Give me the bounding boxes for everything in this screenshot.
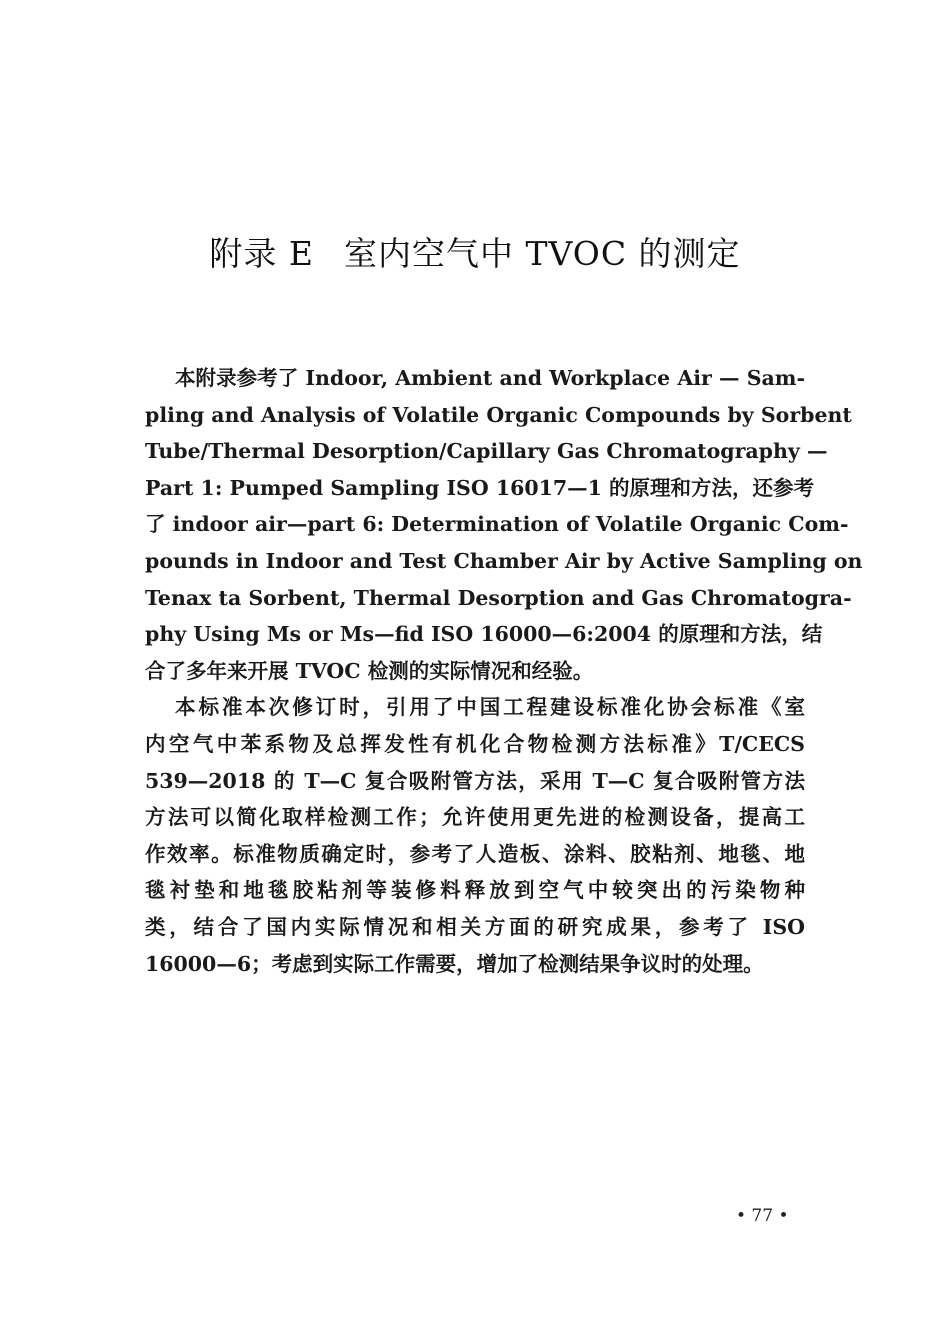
text-line: 了 indoor air—part 6: Determination of Volatile Organic Com-: [145, 512, 849, 537]
text-line: 16000—6；考虑到实际工作需要，增加了检测结果争议时的处理。: [145, 951, 764, 976]
text-line: 类，结合了国内实际情况和相关方面的研究成果，参考了 ISO: [145, 914, 805, 939]
text-line: 合了多年来开展 TVOC 检测的实际情况和经验。: [145, 658, 594, 683]
page-number: • 77 •: [736, 1206, 789, 1226]
text-line: 作效率。标准物质确定时，参考了人造板、涂料、胶粘剂、地毯、地: [145, 841, 805, 866]
text-line: Part 1: Pumped Sampling ISO 16017—1 的原理和方法，还参考: [145, 475, 815, 500]
appendix-label: 附录 E: [209, 234, 315, 273]
text-line: 内空气中苯系物及总挥发性有机化合物检测方法标准》T/CECS: [145, 731, 805, 756]
appendix-heading: 室内空气中 TVOC 的测定: [344, 234, 741, 273]
body-text: [145, 360, 863, 982]
text-line: pounds in Indoor and Test Chamber Air by Active Sampling on: [145, 548, 863, 573]
appendix-title: [0, 228, 950, 275]
text-line: 本标准本次修订时，引用了中国工程建设标准化协会标准《室: [175, 695, 805, 720]
text-line: 方法可以简化取样检测工作；允许使用更先进的检测设备，提高工: [145, 805, 805, 830]
text-line: 本附录参考了 Indoor, Ambient and Workplace Air — Sam-: [175, 366, 805, 390]
text-line: 毯衬垫和地毯胶粘剂等装修料释放到空气中较突出的污染物种: [145, 878, 805, 903]
text-line: phy Using Ms or Ms—fid ISO 16000—6:2004 的原理和方法，结: [145, 622, 823, 647]
text-line: pling and Analysis of Volatile Organic Compounds by Sorbent: [145, 402, 852, 427]
text-line: 539—2018 的 T—C 复合吸附管方法，采用 T—C 复合吸附管方法: [145, 768, 805, 793]
text-line: Tenax ta Sorbent, Thermal Desorption and Gas Chromatogra-: [145, 585, 852, 610]
text-line: Tube/Thermal Desorption/Capillary Gas Chromatography —: [145, 439, 828, 464]
